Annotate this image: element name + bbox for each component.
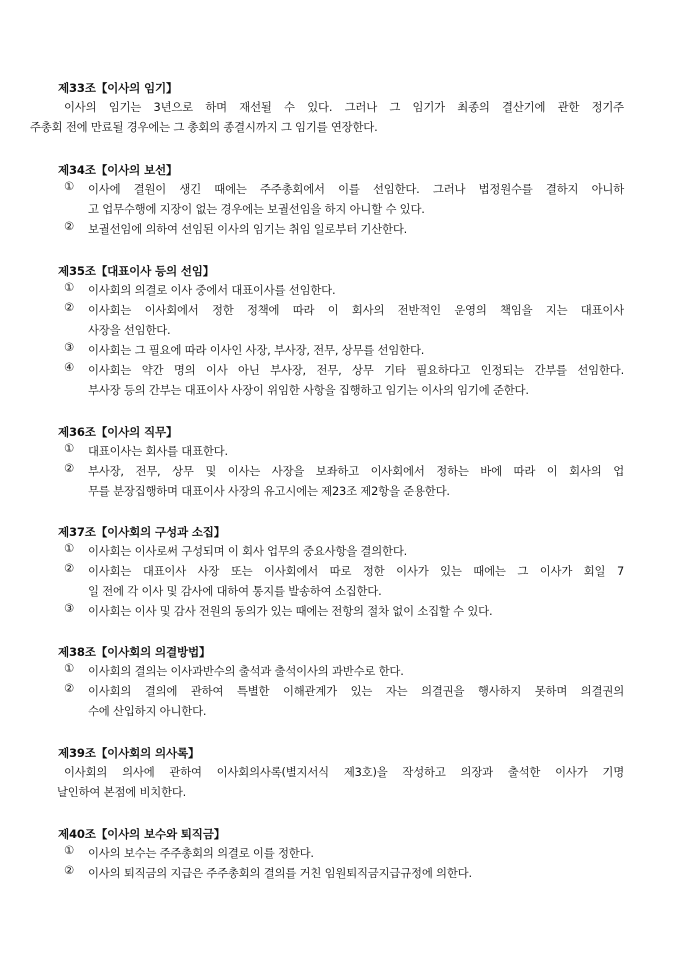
item-text: 보궐선임에 의하여 선임된 이사의 임기는 취임 일로부터 기산한다. xyxy=(88,222,408,236)
article-heading: 제35조【대표이사 등의 선임】 xyxy=(58,264,215,278)
article-34 xyxy=(58,162,624,239)
item-text: 이사회는 이사로써 구성되며 이 회사 업무의 중요사항을 결의한다. xyxy=(88,544,408,558)
article-33 xyxy=(30,80,624,137)
item-number: ③ xyxy=(64,601,75,615)
item-number: ② xyxy=(64,461,75,475)
item-text: 부사장, 전무, 상무 및 이사는 사장을 보좌하고 이사회에서 정하는 바에 따라 이 회사의 업 xyxy=(88,464,624,478)
item-number: ② xyxy=(64,863,75,877)
item-continuation: 일 전에 각 이사 및 감사에 대하여 통지를 발송하여 소집한다. xyxy=(88,584,382,598)
article-heading: 제33조【이사의 임기】 xyxy=(58,81,178,95)
item-number: ① xyxy=(64,441,75,455)
item-continuation: 수에 산입하지 아니한다. xyxy=(88,704,207,718)
article-heading: 제36조【이사의 직무】 xyxy=(58,425,178,439)
list-item xyxy=(58,219,624,239)
article-40 xyxy=(58,826,624,883)
item-text: 이사의 보수는 주주총회의 의결로 이를 정한다. xyxy=(88,846,314,860)
list-item xyxy=(58,661,624,681)
item-continuation: 부사장 등의 간부는 대표이사 사장이 위임한 사항을 집행하고 임기는 이사의 임기에 준한다. xyxy=(88,383,529,397)
item-text: 이사회는 대표이사 사장 또는 이사회에서 따로 정한 이사가 있는 때에는 그 이사가 회일 7 xyxy=(88,564,624,578)
item-text: 이사회는 이사회에서 정한 정책에 따라 이 회사의 전반적인 운영의 책임을 지는 대표이사 xyxy=(88,303,624,317)
item-text: 이사회는 약간 명의 이사 아닌 부사장, 전무, 상무 기타 필요하다고 인정되는 간부를 선임한다. xyxy=(88,363,624,377)
item-text: 이사회의 의결로 이사 중에서 대표이사를 선임한다. xyxy=(88,283,336,297)
item-continuation: 무를 분장집행하며 대표이사 사장의 유고시에는 제23조 제2항을 준용한다. xyxy=(88,484,450,498)
item-number: ① xyxy=(64,179,75,193)
item-text: 이사에 결원이 생긴 때에는 주주총회에서 이를 선임한다. 그러나 법정원수를 결하지 아니하 xyxy=(88,182,624,196)
paragraph-line: 이사의 임기는 3년으로 하며 재선될 수 있다. 그러나 그 임기가 최종의 결산기에 관한 정기주 xyxy=(64,100,624,114)
paragraph-line: 주총회 전에 만료될 경우에는 그 총회의 종결시까지 그 임기를 연장한다. xyxy=(30,120,378,134)
list-item xyxy=(58,340,624,360)
list-item xyxy=(58,300,624,320)
item-number: ② xyxy=(64,681,75,695)
item-number: ① xyxy=(64,843,75,857)
paragraph-line: 이사회의 의사에 관하여 이사회의사록(별지서식 제3호)을 작성하고 의장과 출석한 이사가 기명 xyxy=(64,765,624,779)
article-heading: 제38조【이사회의 의결방법】 xyxy=(58,645,211,659)
item-number: ① xyxy=(64,541,75,555)
article-36 xyxy=(58,424,624,501)
article-37 xyxy=(58,524,624,621)
item-text: 이사회의 결의는 이사과반수의 출석과 출석이사의 과반수로 한다. xyxy=(88,664,404,678)
list-item xyxy=(58,360,624,380)
item-number: ① xyxy=(64,661,75,675)
item-number: ② xyxy=(64,300,75,314)
item-number: ③ xyxy=(64,340,75,354)
article-35 xyxy=(58,263,624,400)
item-text: 이사회는 이사 및 감사 전원의 동의가 있는 때에는 전항의 절차 없이 소집할 수 있다. xyxy=(88,604,493,618)
list-item xyxy=(58,843,624,863)
list-item xyxy=(58,601,624,621)
article-38 xyxy=(58,644,624,721)
list-item xyxy=(58,441,624,461)
item-text: 이사회는 그 필요에 따라 이사인 사장, 부사장, 전무, 상무를 선임한다. xyxy=(88,343,425,357)
article-heading: 제37조【이사회의 구성과 소집】 xyxy=(58,525,226,539)
list-item xyxy=(58,280,624,300)
list-item xyxy=(58,541,624,561)
list-item xyxy=(58,179,624,199)
paragraph-line: 날인하여 본점에 비치한다. xyxy=(57,785,187,799)
list-item xyxy=(58,561,624,581)
list-item xyxy=(58,863,624,883)
item-number: ① xyxy=(64,280,75,294)
item-text: 대표이사는 회사를 대표한다. xyxy=(88,444,228,458)
article-heading: 제39조【이사회의 의사록】 xyxy=(58,746,200,760)
article-heading: 제40조【이사의 보수와 퇴직금】 xyxy=(58,827,226,841)
article-heading: 제34조【이사의 보선】 xyxy=(58,163,178,177)
item-text: 이사회의 결의에 관하여 특별한 이해관계가 있는 자는 의결권을 행사하지 못하며 의결권의 xyxy=(88,684,624,698)
item-text: 이사의 퇴직금의 지급은 주주총회의 결의를 거친 임원퇴직금지급규정에 의한다. xyxy=(88,866,472,880)
list-item xyxy=(58,461,624,481)
item-number: ② xyxy=(64,561,75,575)
list-item xyxy=(58,681,624,701)
item-number: ② xyxy=(64,219,75,233)
item-number: ④ xyxy=(64,360,75,374)
item-continuation: 사장을 선임한다. xyxy=(88,323,171,337)
article-39 xyxy=(58,745,624,802)
item-continuation: 고 업무수행에 지장이 없는 경우에는 보궐선임을 하지 아니할 수 있다. xyxy=(88,202,425,216)
